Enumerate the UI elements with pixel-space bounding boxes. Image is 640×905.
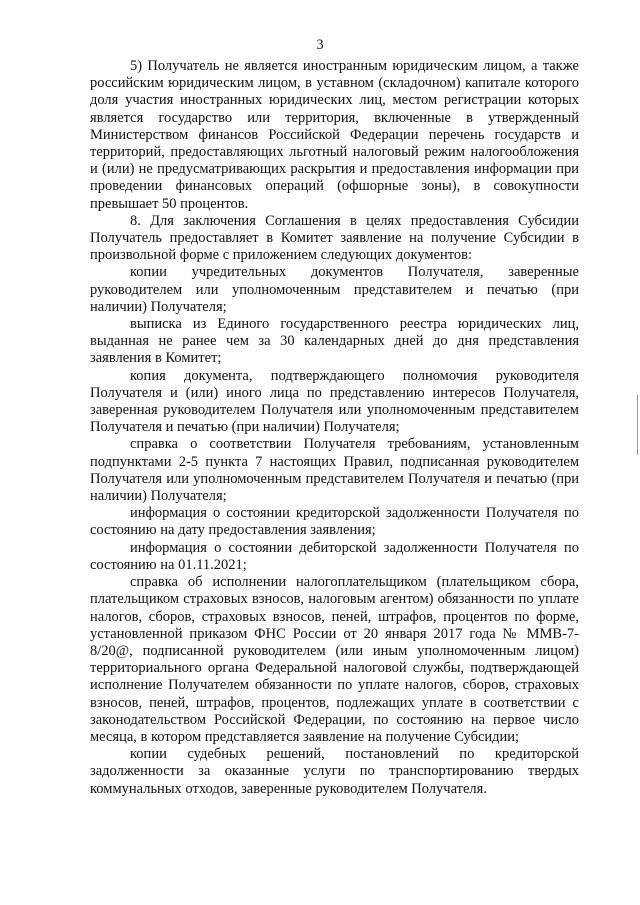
list-item-tax-certificate: справка об исполнении налогоплательщиком (плательщиком сбора, плательщиком страховых взносов, налоговым агентом) обязанности по уплате налогов, сборов, страховых взносов, пеней, штрафов, процентов по форме, установленной приказом ФНС России от 20 января 2017 года № ММВ-7-8/20@, подписанной руководителем (или иным уполномоченным лицом) территориального органа Федеральной налоговой службы, подтверждающей исполнение Получателем обязанности по уплате налогов, сборов, страховых взносов, пеней, штрафов, процентов, подлежащих уплате в соответствии с законодательством Российской Федерации, по состоянию на первое число месяца, в котором представляется заявление на получение Субсидии;: [90, 574, 579, 745]
list-item-payables-info: информация о состоянии кредиторской задолженности Получателя по состоянию на дату предоставления заявления;: [90, 505, 579, 539]
document-body: [90, 58, 579, 798]
paragraph-section-8: 8. Для заключения Соглашения в целях предоставления Субсидии Получатель предоставляет в Комитет заявление на получение Субсидии в произвольной форме с приложением следующих документов:: [90, 212, 579, 264]
list-item-authority-document: копия документа, подтверждающего полномочия руководителя Получателя и (или) иного лица по представлению интересов Получателя, заверенная руководителем Получателя или уполномоченным представителем Получателя и печатью (при наличии) Получателя;: [90, 367, 579, 436]
list-item-founding-documents: копии учредительных документов Получателя, заверенные руководителем или уполномоченным представителем и печатью (при наличии) Получателя;: [90, 264, 579, 315]
paragraph-foreign-entity: 5) Получатель не является иностранным юридическим лицом, а также российским юридическим лицом, в уставном (складочном) капитале которого доля участия иностранных юридических лиц, местом регистрации которых является государство или территория, включенные в утвержденный Министерством финансов Российской Федерации перечень государств и территорий, предоставляющих льготный налоговый режим налогообложения и (или) не предусматривающих раскрытия и предоставления информации при проведении финансовых операций (офшорные зоны), в совокупности превышает 50 процентов.: [90, 58, 579, 212]
list-item-compliance-certificate: справка о соответствии Получателя требованиям, установленным подпунктами 2-5 пункта 7 настоящих Правил, подписанная руководителем Получателя или уполномоченным представителем Получателя и печатью (при наличии) Получателя;: [90, 436, 579, 505]
list-item-court-decisions: копии судебных решений, постановлений по кредиторской задолженности за оказанные услуги по транспортированию твердых коммунальных отходов, заверенные руководителем Получателя.: [90, 746, 579, 797]
list-item-registry-extract: выписка из Единого государственного реестра юридических лиц, выданная не ранее чем за 30 календарных дней до дня представления заявления в Комитет;: [90, 316, 579, 367]
page-number: 3: [316, 37, 324, 53]
list-item-receivables-info: информация о состоянии дебиторской задолженности Получателя по состоянию на 01.11.2021;: [90, 539, 579, 573]
scan-edge-mark: [637, 395, 638, 455]
